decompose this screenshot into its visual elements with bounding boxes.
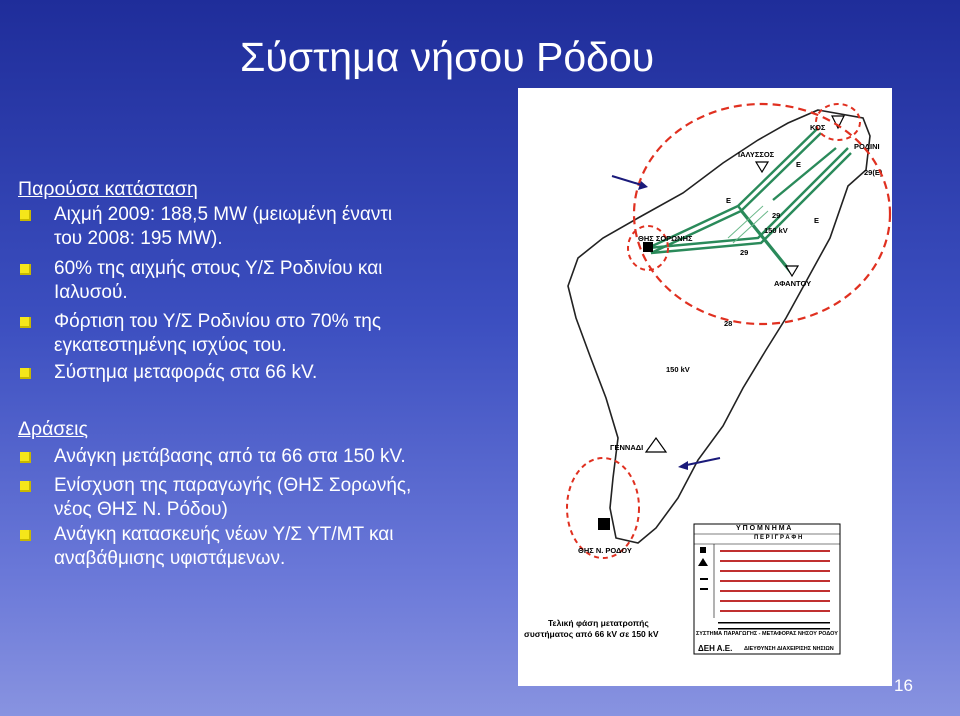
map-label-e2: E bbox=[796, 160, 802, 169]
action-bullet-3-line-1: Ανάγκη κατασκευής νέων Υ/Σ ΥΤ/ΜΤ και bbox=[54, 524, 394, 545]
map-label-new-rodou: ΘΗΣ Ν. ΡΟΔΟΥ bbox=[578, 546, 632, 555]
current-bullet-4-line-1: Σύστημα μεταφοράς στα 66 kV. bbox=[54, 362, 318, 383]
current-bullet-2-line-1: 60% της αιχμής στους Υ/Σ Ροδινίου και bbox=[54, 258, 383, 279]
map-label-afantou: ΑΦΑΝΤΟΥ bbox=[774, 279, 812, 288]
current-state-heading: Παρούσα κατάσταση bbox=[18, 178, 198, 200]
action-bullet-1-line-1: Ανάγκη μετάβασης από τα 66 στα 150 kV. bbox=[54, 446, 406, 467]
page-number: 16 bbox=[894, 676, 913, 695]
map-label-ialysos: ΙΑΛΥΣΣΟΣ bbox=[738, 150, 775, 159]
map-label-29a: 29 bbox=[772, 211, 781, 220]
map-label-e3: E bbox=[814, 216, 820, 225]
map-label-150kv-south: 150 kV bbox=[666, 365, 690, 374]
callout-top-line-2: στα 66 kV bbox=[557, 141, 633, 160]
dei-label: ΔΕΗ Α.Ε. bbox=[698, 644, 733, 653]
current-bullet-1-line-2: του 2008: 195 MW). bbox=[54, 228, 223, 249]
map-label-29e: 29(E) bbox=[864, 168, 883, 177]
caption-line-2: συστήματος από 66 kV σε 150 kV bbox=[524, 629, 659, 639]
action-bullet-2-line-1: Ενίσχυση της παραγωγής (ΘΗΣ Σορωνής, bbox=[54, 475, 412, 496]
existing-network-highlight bbox=[634, 104, 890, 324]
current-bullet-3-line-2: εγκατεστημένης ισχύος του. bbox=[54, 335, 287, 356]
map-label-gennadi: ΓΕΝΝΑΔΙ bbox=[610, 443, 644, 452]
map-label-e1: E bbox=[726, 196, 732, 205]
callout-bottom-line-2: λειτουργία στα 66kV bbox=[726, 482, 843, 497]
current-bullet-2-line-2: Ιαλυσού. bbox=[54, 282, 128, 303]
map-label-soroni: ΘΗΣ ΣΟΡΩΝΗΣ bbox=[638, 234, 693, 243]
current-bullet-3-line-1: Φόρτιση του Υ/Σ Ροδινίου στο 70% της bbox=[54, 311, 382, 332]
map-label-rodini: ΡΟΔΙΝΙ bbox=[854, 142, 880, 151]
callout-existing-network bbox=[526, 118, 665, 162]
system-title: ΣΥΣΤΗΜΑ ΠΑΡΑΓΩΓΗΣ - ΜΕΤΑΦΟΡΑΣ ΝΗΣΟΥ ΡΟΔΟΥ bbox=[696, 631, 838, 637]
action-bullet-2-line-2: νέος ΘΗΣ Ν. Ρόδου) bbox=[54, 499, 228, 520]
slide-title: Σύστημα νήσου Ρόδου bbox=[240, 34, 655, 80]
dei-subtitle: ΔΙΕΥΘΥΝΣΗ ΔΙΑΧΕΙΡΙΣΗΣ ΝΗΣΙΩΝ bbox=[744, 646, 834, 652]
map-label-28: 28 bbox=[724, 319, 733, 328]
action-bullet-3-line-2: αναβάθμισης υφιστάμενων. bbox=[54, 548, 286, 569]
current-bullet-1-line-1: Αιχμή 2009: 188,5 MW (μειωμένη έναντι bbox=[54, 204, 393, 225]
map-label-kos: ΚΟΣ bbox=[810, 123, 826, 132]
legend-title: Υ Π Ο Μ Ν Η Μ Α bbox=[736, 525, 792, 532]
callout-bottom-line-1: προσωρινή bbox=[751, 464, 817, 479]
callout-top-line-1: Υφιστάμενο δίκτυο bbox=[526, 119, 665, 138]
map-label-29b: 29 bbox=[740, 248, 749, 257]
map-label-150kv-north: 150 kV bbox=[764, 226, 788, 235]
callout-temporary-operation bbox=[726, 463, 842, 499]
actions-heading: Δράσεις bbox=[18, 418, 88, 440]
caption-line-1: Τελική φάση μετατροπής bbox=[548, 618, 649, 628]
legend-subtitle: Π Ε Ρ Ι Γ Ρ Α Φ Η bbox=[754, 535, 803, 541]
